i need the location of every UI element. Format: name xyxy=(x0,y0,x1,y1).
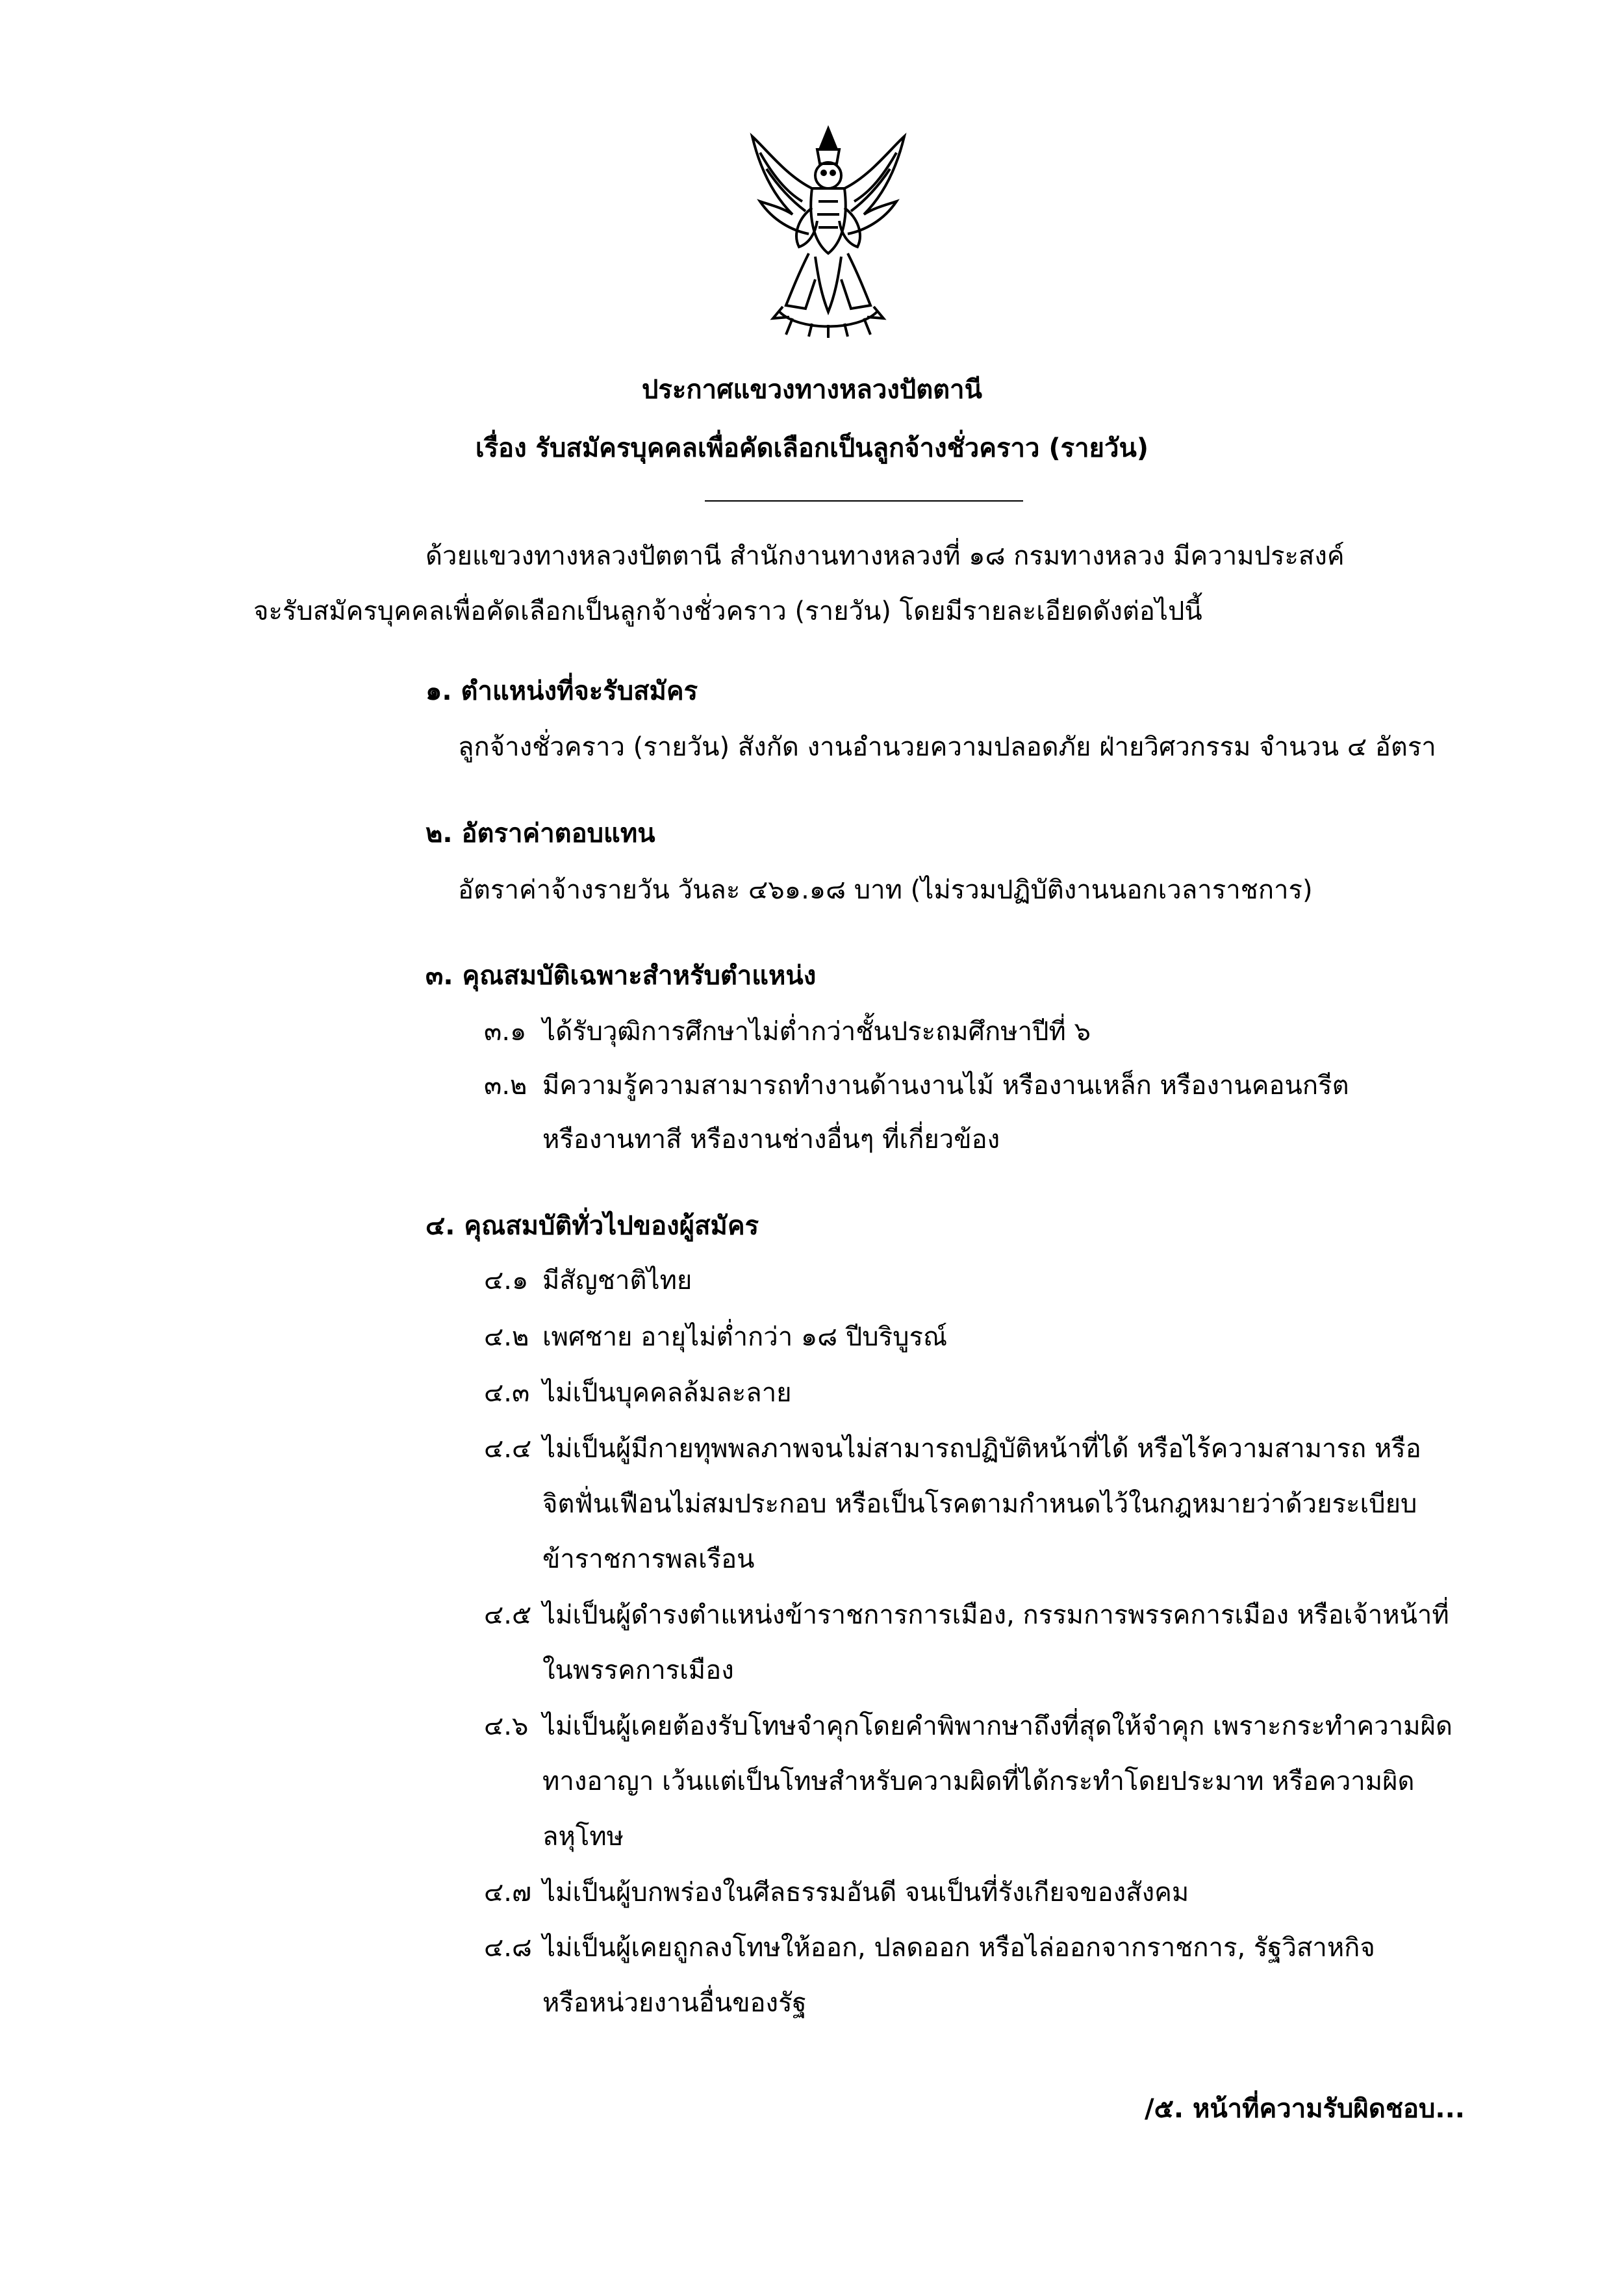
item-number: ๔.๘ xyxy=(484,1933,532,1963)
item-text: ไม่เป็นผู้บกพร่องในศีลธรรมอันดี จนเป็นที่รังเกียจของสังคม xyxy=(542,1878,1189,1908)
section-2-text: อัตราค่าจ้างรายวัน วันละ ๔๖๑.๑๘ บาท (ไม่รวมปฏิบัติงานนอกเวลาราชการ) xyxy=(458,875,1313,905)
item-text: มีสัญชาติไทย xyxy=(542,1266,692,1296)
item-text: ทางอาญา เว้นแต่เป็นโทษสำหรับความผิดที่ได้กระทำโดยประมาท หรือความผิด xyxy=(542,1767,1415,1796)
item-text: ได้รับวุฒิการศึกษาไม่ต่ำกว่าชั้นประถมศึกษาปีที่ ๖ xyxy=(542,1017,1091,1047)
item-text: ไม่เป็นผู้เคยถูกลงโทษให้ออก, ปลดออก หรือไล่ออกจากราชการ, รัฐวิสาหกิจ xyxy=(542,1933,1375,1963)
item-number: ๔.๖ xyxy=(484,1711,529,1741)
section-4-heading: ๔. คุณสมบัติทั่วไปของผู้สมัคร xyxy=(425,1211,759,1241)
garuda-emblem-icon xyxy=(747,123,909,338)
document-subject: เรื่อง รับสมัครบุคคลเพื่อคัดเลือกเป็นลูกจ้างชั่วคราว (รายวัน) xyxy=(475,433,1149,463)
item-text: จิตฟั่นเฟือนไม่สมประกอบ หรือเป็นโรคตามกำหนดไว้ในกฎหมายว่าด้วยระเบียบ xyxy=(542,1489,1417,1519)
item-number: ๔.๕ xyxy=(484,1600,532,1630)
item-text: ข้าราชการพลเรือน xyxy=(542,1544,755,1574)
item-text: ในพรรคการเมือง xyxy=(542,1655,734,1685)
item-number: ๔.๓ xyxy=(484,1378,530,1408)
item-text: เพศชาย อายุไม่ต่ำกว่า ๑๘ ปีบริบูรณ์ xyxy=(542,1322,948,1352)
section-2-heading: ๒. อัตราค่าตอบแทน xyxy=(425,819,655,849)
item-number: ๔.๒ xyxy=(484,1322,529,1352)
item-text: ไม่เป็นผู้ดำรงตำแหน่งข้าราชการการเมือง, กรรมการพรรคการเมือง หรือเจ้าหน้าที่ xyxy=(542,1600,1449,1630)
section-1-heading: ๑. ตำแหน่งที่จะรับสมัคร xyxy=(425,676,698,706)
item-text: หรืองานทาสี หรืองานช่างอื่นๆ ที่เกี่ยวข้อง xyxy=(542,1125,1000,1155)
section-3-heading: ๓. คุณสมบัติเฉพาะสำหรับตำแหน่ง xyxy=(425,961,817,991)
item-number: ๔.๑ xyxy=(484,1266,529,1296)
item-text: มีความรู้ความสามารถทำงานด้านงานไม้ หรืองานเหล็ก หรืองานคอนกรีต xyxy=(542,1071,1349,1101)
continuation-note: /๕. หน้าที่ความรับผิดชอบ... xyxy=(1144,2094,1465,2124)
item-number: ๓.๑ xyxy=(484,1017,527,1047)
item-text: หรือหน่วยงานอื่นของรัฐ xyxy=(542,1988,807,2018)
intro-line-2: จะรับสมัครบุคคลเพื่อคัดเลือกเป็นลูกจ้างชั่วคราว (รายวัน) โดยมีรายละเอียดดังต่อไปนี้ xyxy=(253,596,1202,626)
intro-line-1: ด้วยแขวงทางหลวงปัตตานี สำนักงานทางหลวงที่ ๑๘ กรมทางหลวง มีความประสงค์ xyxy=(425,541,1345,571)
item-text: ไม่เป็นผู้เคยต้องรับโทษจำคุกโดยคำพิพากษาถึงที่สุดให้จำคุก เพราะกระทำความผิด xyxy=(542,1711,1453,1741)
item-text: ไม่เป็นผู้มีกายทุพพลภาพจนไม่สามารถปฏิบัติหน้าที่ได้ หรือไร้ความสามารถ หรือ xyxy=(542,1434,1421,1464)
item-text: ลหุโทษ xyxy=(542,1822,624,1852)
item-number: ๔.๗ xyxy=(484,1878,532,1908)
item-text: ไม่เป็นบุคคลล้มละลาย xyxy=(542,1378,792,1408)
title-divider xyxy=(705,500,1023,502)
section-1-text: ลูกจ้างชั่วคราว (รายวัน) สังกัด งานอำนวยความปลอดภัย ฝ่ายวิศวกรรม จำนวน ๔ อัตรา xyxy=(458,732,1436,762)
item-number: ๔.๔ xyxy=(484,1434,532,1464)
item-number: ๓.๒ xyxy=(484,1071,527,1101)
document-title: ประกาศแขวงทางหลวงปัตตานี xyxy=(642,375,982,405)
